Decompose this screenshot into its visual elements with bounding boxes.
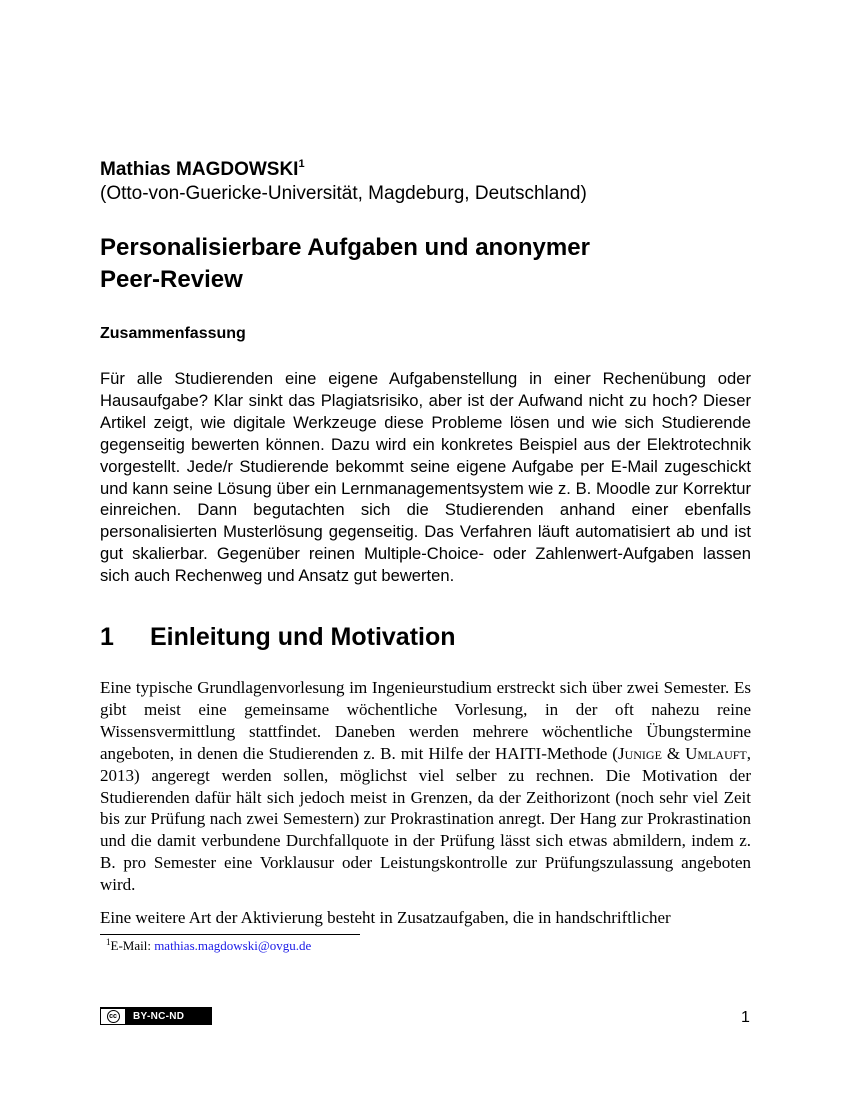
footnote-mark: 1: [106, 937, 111, 947]
body-paragraph-1: Eine typische Grundlagenvorlesung im Ingenieurstudium erstreckt sich über zwei Semester. Es gibt meist eine gemeinsame wöchentliche Vorlesung, in der oft nahezu reine Wissensvermittlung stattfindet. Daneben werden mehrere wöchentliche Übungstermine angeboten, in denen die Studierenden z. B. mit Hilfe der HAITI-Methode (Junige & Umlauft, 2013) angeregt werden sollen, möglichst viel selber zu rechnen. Die Motivation der Studierenden dafür hält sich jedoch meist in Grenzen, da der Zeithorizont (noch sehr viel Zeit bis zur Prüfung nach zwei Semestern) zur Prokrastination anregt. Der Hang zur Prokrastination und die damit verbundene Durchfallquote in der Prüfung lässt sich etwas abmildern, indem z. B. pro Semester eine Vorklausur oder Leistungskontrolle zur Prüfungszulassung angeboten wird.: [100, 678, 751, 895]
author-footnote-mark: 1: [298, 158, 305, 170]
license-label: BY-NC-ND: [133, 1010, 185, 1022]
cc-logo-area: [101, 1009, 125, 1024]
section-number: 1: [100, 623, 114, 651]
paper-title: [100, 232, 750, 296]
email-link[interactable]: mathias.magdowski@ovgu.de: [154, 938, 312, 953]
author-name: Mathias MAGDOWSKI$^1$: [100, 158, 305, 180]
footnote-label: E-Mail:: [110, 938, 155, 953]
abstract-heading: Zusammenfassung: [100, 325, 246, 342]
page-number: 1: [741, 1009, 750, 1026]
footnote: [106, 937, 311, 955]
section-heading: [100, 623, 456, 652]
author-block: [100, 158, 760, 206]
author-affiliation: (Otto-von-Guericke-Universität, Magdeburg, Deutschland): [100, 183, 587, 204]
abstract-text: Für alle Studierenden eine eigene Aufgabenstellung in einer Rechenübung oder Hausaufgabe? Klar sinkt das Plagiatsrisiko, aber ist der Aufwand nicht zu hoch? Dieser Artikel zeigt, wie digitale Werkzeuge diese Probleme lösen und wie sich Studierende gegenseitig bewerten können. Dazu wird ein konkretes Beispiel aus der Elektrotechnik vorgestellt. Jede/r Studierende bekommt seine eigene Aufgabe per E-Mail zugeschickt und kann seine Lösung über ein Lernmanagementsystem wie z. B. Moodle zur Korrektur einreichen. Dann begutachten sich die Studierenden anhand einer ebenfalls personalisierten Musterlösung gegenseitig. Das Verfahren läuft automatisiert ab und ist gut skalierbar. Gegenüber reinen Multiple-Choice- oder Zahlenwert-Aufgaben lassen sich auch Rechenweg und Ansatz gut bewerten.: [100, 369, 751, 586]
citation-author-1: Junige: [617, 743, 662, 763]
paper-title-line2: Peer-Review: [100, 266, 243, 293]
paper-title-line1: Personalisierbare Aufgaben und anonymer: [100, 234, 590, 261]
section-title: Einleitung und Motivation: [150, 623, 456, 651]
cc-license-badge[interactable]: [100, 1007, 212, 1025]
footnote-divider: [100, 934, 360, 935]
citation-author-2: Umlauft: [685, 743, 747, 763]
cc-icon: cc: [107, 1010, 120, 1023]
body-paragraph-2: Eine weitere Art der Aktivierung besteht in Zusatzaufgaben, die in handschriftlicher: [100, 908, 671, 927]
